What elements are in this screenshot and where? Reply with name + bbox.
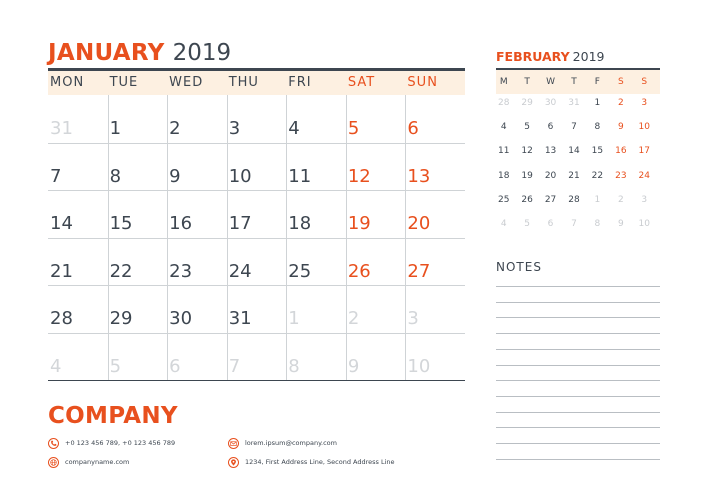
day-cell[interactable]: 31: [228, 308, 252, 329]
mini-day-cell[interactable]: 2: [617, 194, 624, 205]
mini-day-cell[interactable]: 5: [524, 122, 530, 133]
mini-day-cell[interactable]: 13: [544, 146, 557, 157]
mini-day-cell[interactable]: 4: [500, 122, 507, 133]
day-cell[interactable]: 6: [169, 355, 181, 377]
mini-day-cell[interactable]: 12: [521, 146, 533, 157]
mini-day-cell[interactable]: 1: [594, 194, 601, 205]
mini-day-cell[interactable]: 1: [594, 98, 601, 108]
grid-row-divider: [48, 285, 465, 286]
mini-day-cell[interactable]: 23: [615, 170, 627, 181]
mini-day-cell[interactable]: 29: [521, 98, 533, 108]
day-cell[interactable]: 1: [288, 308, 300, 329]
contact-address: [228, 456, 395, 468]
mini-day-cell[interactable]: 2: [617, 98, 624, 108]
day-cell[interactable]: 10: [407, 355, 431, 377]
mini-day-cell[interactable]: 6: [547, 122, 554, 133]
day-cell[interactable]: 17: [228, 213, 252, 234]
mini-weekday-header: S: [641, 77, 648, 87]
day-cell[interactable]: 7: [50, 165, 62, 187]
day-cell[interactable]: 6: [407, 118, 419, 139]
mini-day-cell[interactable]: 6: [547, 219, 554, 229]
day-cell[interactable]: 24: [228, 260, 252, 282]
mini-month-title: [496, 48, 604, 64]
day-cell[interactable]: 9: [169, 165, 181, 187]
weekday-header-wed: WED: [169, 75, 204, 90]
notes-line: [496, 286, 660, 287]
mini-day-cell[interactable]: 28: [497, 98, 510, 108]
mini-day-cell[interactable]: 28: [568, 194, 580, 205]
day-cell[interactable]: 14: [50, 213, 73, 234]
mini-day-cell[interactable]: 20: [544, 170, 557, 181]
company-name: COMPANY: [48, 403, 178, 429]
mini-weekday-header: T: [524, 77, 530, 87]
weekday-header-tue: TUE: [109, 75, 139, 90]
day-cell[interactable]: 7: [228, 355, 241, 377]
mini-day-cell[interactable]: 9: [617, 122, 624, 133]
day-cell[interactable]: 16: [169, 213, 193, 234]
day-cell[interactable]: 18: [288, 213, 312, 234]
day-cell[interactable]: 11: [288, 165, 312, 187]
phone-icon: [48, 438, 59, 449]
february-mini-calendar: [496, 68, 660, 240]
mini-month-name: FEBRUARY: [496, 49, 570, 64]
mini-day-cell[interactable]: 7: [571, 122, 577, 133]
phone-text: +0 123 456 789, +0 123 456 789: [65, 439, 176, 447]
mini-weekday-header: S: [617, 77, 624, 87]
notes-line: [496, 412, 660, 413]
mini-day-cell[interactable]: 19: [521, 170, 533, 181]
day-cell[interactable]: 15: [109, 213, 133, 234]
mini-weekday-header: F: [594, 77, 600, 87]
main-month-title: [48, 38, 231, 68]
mini-day-cell[interactable]: 27: [544, 194, 557, 205]
mini-day-cell[interactable]: 21: [568, 170, 580, 181]
mini-day-cell[interactable]: 4: [500, 219, 507, 229]
mini-day-cell[interactable]: 10: [638, 122, 650, 133]
day-cell[interactable]: 31: [50, 118, 73, 139]
globe-icon: [48, 457, 59, 468]
mini-weekday-header: T: [571, 77, 577, 87]
mini-day-cell[interactable]: 8: [594, 122, 601, 133]
day-cell[interactable]: 2: [347, 308, 360, 329]
notes-line: [496, 333, 660, 334]
weekday-header-sun: SUN: [407, 75, 438, 90]
day-cell[interactable]: 3: [228, 118, 241, 139]
mini-weekday-header: M: [499, 77, 508, 87]
day-cell[interactable]: 29: [109, 308, 133, 329]
day-cell[interactable]: 5: [347, 118, 360, 139]
grid-row-divider: [48, 143, 465, 144]
notes-line: [496, 443, 660, 444]
main-month-name: JANUARY: [48, 40, 165, 66]
day-cell[interactable]: 9: [347, 355, 360, 377]
day-cell[interactable]: 23: [169, 260, 193, 282]
notes-line: [496, 365, 660, 366]
mini-day-cell[interactable]: 25: [497, 194, 510, 205]
day-cell[interactable]: 13: [407, 165, 431, 187]
notes-line: [496, 349, 660, 350]
notes-title: NOTES: [496, 260, 542, 274]
contact-phone: [48, 437, 175, 449]
mini-day-cell[interactable]: 26: [521, 194, 533, 205]
day-cell[interactable]: 3: [407, 308, 419, 329]
mini-day-cell[interactable]: 30: [544, 98, 557, 108]
day-cell[interactable]: 25: [288, 260, 312, 282]
mini-weekday-header: W: [546, 77, 555, 87]
day-cell[interactable]: 8: [109, 165, 122, 187]
january-calendar-grid: [48, 68, 465, 381]
mini-day-cell[interactable]: 8: [594, 219, 601, 229]
day-cell[interactable]: 21: [50, 260, 73, 282]
mini-day-cell[interactable]: 24: [638, 170, 650, 181]
day-cell[interactable]: 1: [109, 118, 122, 139]
mini-day-cell[interactable]: 10: [638, 219, 650, 229]
mini-day-cell[interactable]: 17: [638, 146, 650, 157]
weekday-header-thu: THU: [228, 75, 259, 90]
day-cell[interactable]: 12: [347, 165, 371, 187]
day-cell[interactable]: 26: [347, 260, 371, 282]
location-pin-icon: [228, 457, 239, 468]
day-cell[interactable]: 22: [109, 260, 133, 282]
notes-line: [496, 427, 660, 428]
mini-day-cell[interactable]: 5: [524, 219, 530, 229]
day-cell[interactable]: 5: [109, 355, 122, 377]
notes-line: [496, 302, 660, 303]
day-cell[interactable]: 2: [169, 118, 181, 139]
mini-day-cell[interactable]: 18: [497, 170, 510, 181]
address-text: 1234, First Address Line, Second Address Line: [245, 458, 395, 466]
weekday-header-mon: MON: [50, 75, 85, 90]
mini-month-year: 2019: [572, 49, 605, 64]
day-cell[interactable]: 8: [288, 355, 300, 377]
mini-day-cell[interactable]: 14: [568, 146, 580, 157]
mini-day-cell[interactable]: 15: [591, 146, 604, 157]
grid-row-divider: [48, 190, 465, 191]
weekday-header-sat: SAT: [347, 75, 376, 90]
mini-day-cell[interactable]: 3: [641, 194, 648, 205]
day-cell[interactable]: 28: [50, 308, 73, 329]
weekday-header-fri: FRI: [288, 75, 312, 90]
day-cell[interactable]: 27: [407, 260, 431, 282]
mini-day-cell[interactable]: 22: [591, 170, 604, 181]
grid-row-divider: [48, 333, 465, 334]
contact-email: [228, 437, 337, 449]
mini-day-cell[interactable]: 7: [571, 219, 577, 229]
envelope-icon: [228, 438, 239, 449]
grid-row-divider: [48, 238, 465, 239]
day-cell[interactable]: 30: [169, 308, 193, 329]
day-cell[interactable]: 4: [50, 355, 62, 377]
day-cell[interactable]: 19: [347, 213, 371, 234]
day-cell[interactable]: 4: [288, 118, 300, 139]
mini-day-cell[interactable]: 31: [568, 98, 580, 108]
mini-day-cell[interactable]: 16: [615, 146, 627, 157]
contact-website: [48, 456, 129, 468]
mini-day-cell[interactable]: 9: [617, 219, 624, 229]
website-text[interactable]: companyname.com: [65, 458, 130, 466]
notes-line: [496, 380, 660, 381]
main-month-year: 2019: [172, 40, 232, 66]
day-cell[interactable]: 10: [228, 165, 252, 187]
mini-day-cell[interactable]: 3: [641, 98, 648, 108]
day-cell[interactable]: 20: [407, 213, 431, 234]
notes-line: [496, 317, 660, 318]
notes-line: [496, 396, 660, 397]
notes-line: [496, 459, 660, 460]
mini-day-cell[interactable]: 11: [497, 146, 510, 157]
calendar-bottom-rule: [48, 380, 465, 381]
email-text[interactable]: lorem.ipsum@company.com: [245, 439, 337, 447]
